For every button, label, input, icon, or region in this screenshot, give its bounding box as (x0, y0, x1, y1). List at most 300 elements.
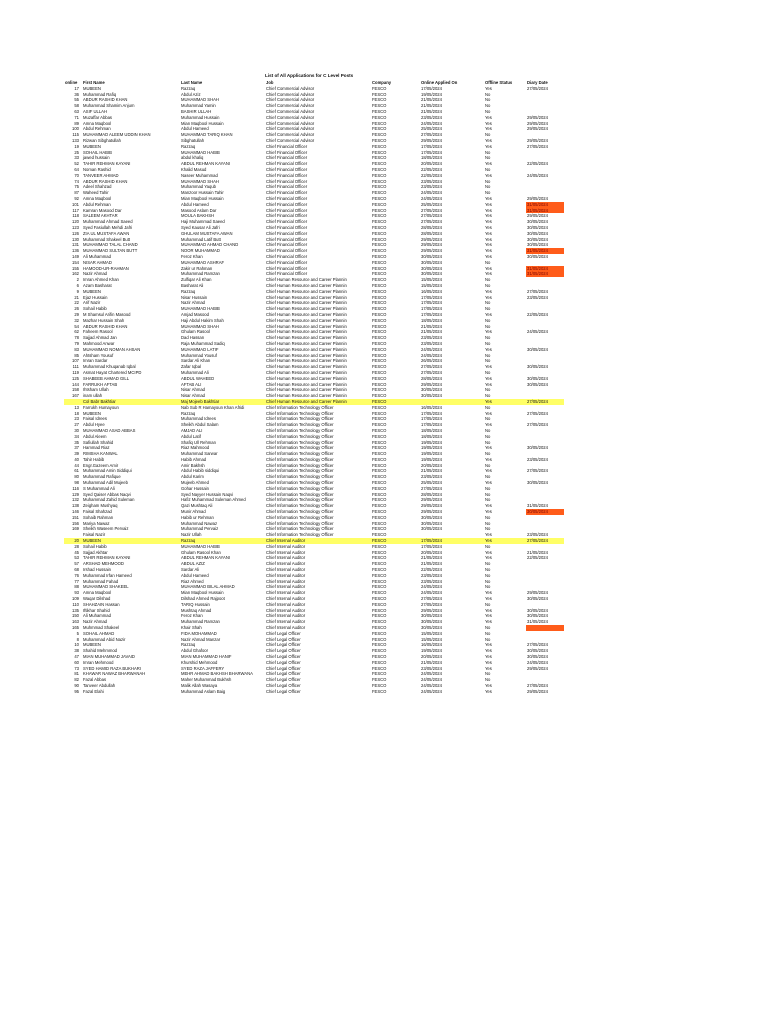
cell-applied-on: 30/05/2024 (421, 254, 442, 259)
cell-offline-status: Yes (485, 329, 492, 335)
cell-first-name: Faheem Rasool (83, 329, 113, 335)
cell-applied-on: 21/05/2024 (421, 329, 442, 335)
cell-applied-on: 25/05/2024 (421, 126, 442, 132)
cell-job: Chief Internal Auditor (265, 538, 371, 544)
cell-offline-status: Yes (485, 120, 492, 126)
header-offline-status: Offline Status (485, 79, 513, 85)
cell-online: 21 (74, 294, 79, 300)
cell-last-name: Abdul Latif (181, 433, 201, 439)
cell-last-name: Haji Abdul Hakim Shah (181, 317, 224, 323)
cell-job: Chief Financial Officer (266, 178, 308, 184)
cell-offline-status: No (485, 514, 491, 520)
cell-first-name: Muhammad Rafique (83, 474, 121, 480)
cell-online: 74 (74, 178, 79, 184)
cell-online: 110 (72, 601, 79, 607)
cell-company: FESCO (371, 399, 420, 405)
cell-first-name: Noman Rashid (83, 167, 111, 173)
cell-company: FESCO (372, 584, 387, 590)
cell-last-name: GHULAM MUSTAFA AWAN (181, 230, 233, 236)
cell-last-name: MUHAMMAD HABIB (181, 149, 220, 155)
cell-company: FESCO (372, 259, 387, 265)
cell-online: 70 (74, 172, 79, 178)
cell-applied-on: 28/05/2024 (421, 225, 442, 231)
cell-online: 19 (74, 143, 79, 149)
cell-company: FESCO (372, 323, 387, 329)
cell-offline-status: No (485, 259, 491, 265)
cell-offline-status: Yes (485, 288, 492, 294)
cell-company: FESCO (372, 242, 387, 248)
cell-online: 8 (76, 636, 79, 642)
cell-diary-date: 24/05/2024 (527, 659, 548, 665)
cell-last-name: Razzaq (181, 642, 196, 648)
cell-job: Chief Internal Auditor (266, 596, 306, 602)
cell-job: Chief Human Resource and Career Plannin (266, 364, 347, 370)
cell-online: 54 (74, 323, 79, 329)
cell-company: FESCO (372, 184, 387, 190)
cell-offline-status: No (485, 491, 491, 497)
cell-online: 162 (72, 271, 79, 277)
cell-diary-date: 30/05/2024 (527, 445, 548, 451)
cell-diary-date: 27/05/2024 (527, 143, 548, 149)
cell-online: 44 (74, 462, 79, 468)
cell-first-name: Ejaz Hussain (83, 294, 108, 300)
cell-online: 133 (72, 138, 79, 144)
cell-company: FESCO (372, 120, 387, 126)
cell-job: Chief Information Technology Officer (266, 503, 334, 509)
cell-company: FESCO (372, 155, 387, 161)
cell-first-name: Fazal Abbas (83, 677, 107, 683)
cell-offline-status: No (485, 323, 491, 329)
cell-applied-on: 18/05/2024 (421, 427, 442, 433)
cell-job: Chief Internal Auditor (266, 590, 306, 596)
cell-job: Chief Information Technology Officer (266, 491, 334, 497)
cell-company: FESCO (372, 555, 387, 561)
cell-applied-on: 15/05/2024 (421, 630, 442, 636)
cell-first-name: SALEEM AKHTAR (83, 213, 118, 219)
cell-diary-date: 29/05/2024 (527, 138, 548, 144)
cell-applied-on: 21/05/2024 (421, 659, 442, 665)
cell-first-name: Muhammad Amin Siddiqui (83, 468, 132, 474)
cell-online: 58 (74, 103, 79, 109)
cell-last-name: Mujeeb Ahmed (181, 480, 209, 486)
cell-diary-date: 29/05/2024 (527, 196, 548, 202)
cell-company: FESCO (372, 172, 387, 178)
cell-applied-on: 30/05/2024 (421, 520, 442, 526)
cell-company: FESCO (372, 196, 387, 202)
cell-applied-on: 17/05/2024 (421, 149, 442, 155)
cell-job: Chief Internal Auditor (266, 619, 306, 625)
cell-online: 120 (72, 219, 79, 225)
cell-offline-status: Yes (485, 248, 492, 254)
cell-last-name: Sheikh Abdul Salam (181, 422, 219, 428)
cell-company: FESCO (372, 607, 387, 613)
cell-applied-on: 24/05/2024 (421, 196, 442, 202)
cell-first-name: Safiullah Shahid (83, 439, 114, 445)
cell-diary-date: 30/05/2024 (527, 219, 548, 225)
cell-applied-on: 19/05/2024 (421, 445, 442, 451)
cell-job: Chief Commercial Advisor (266, 91, 315, 97)
cell-online: 68 (74, 567, 79, 573)
cell-last-name: Muhammad Aslam Baig (181, 688, 226, 694)
cell-first-name: ARSHAD MEHMOOD (83, 561, 124, 567)
cell-last-name: Dilshad Ahmed Rajpoot (181, 596, 225, 602)
cell-last-name: Khalid Masud (181, 167, 207, 173)
cell-online: 57 (74, 561, 79, 567)
cell-first-name: Abdul Hyee (83, 422, 105, 428)
cell-first-name: Fazal Elahi (83, 688, 104, 694)
cell-company: FESCO (372, 474, 387, 480)
cell-company: FESCO (372, 375, 387, 381)
cell-company: FESCO (372, 207, 387, 213)
cell-diary-date: 22/05/2024 (527, 311, 548, 317)
cell-job: Chief Information Technology Officer (266, 410, 334, 416)
cell-first-name: MUHAMMAD TALAL CHAND (83, 242, 138, 248)
cell-company: FESCO (372, 225, 387, 231)
cell-job: Chief Information Technology Officer (266, 456, 334, 462)
cell-first-name: ASIF ULLAH (83, 109, 107, 115)
cell-applied-on: 17/05/2024 (421, 294, 442, 300)
cell-diary-date: 30/05/2024 (527, 596, 548, 602)
cell-diary-date: 30/05/2024 (527, 607, 548, 613)
cell-applied-on: 24/05/2024 (421, 346, 442, 352)
cell-applied-on: 17/05/2024 (421, 422, 442, 428)
cell-last-name: Amjad Masood (181, 311, 209, 317)
cell-online: 88 (74, 584, 79, 590)
cell-last-name: MOULA BAKHSH (181, 213, 215, 219)
cell-last-name: AMJAD ALI (181, 427, 203, 433)
cell-company: FESCO (372, 642, 387, 648)
cell-last-name: Abdul Hameed (181, 572, 209, 578)
cell-online: 75 (74, 184, 79, 190)
cell-offline-status: Yes (485, 225, 492, 231)
cell-first-name: SHAHZAIN Hassan (83, 601, 120, 607)
cell-first-name: Muhammad Khuqanab Iqbal (83, 364, 136, 370)
table-row (64, 347, 564, 353)
cell-applied-on: 23/05/2024 (421, 474, 442, 480)
cell-online: 95 (74, 688, 79, 694)
cell-last-name: FIDA MOHAMMAD (181, 630, 217, 636)
cell-offline-status: Yes (485, 456, 492, 462)
cell-first-name: SHABEEB AHMAD GILL (83, 375, 130, 381)
cell-company: FESCO (372, 410, 387, 416)
cell-diary-date: 30/05/2024 (527, 225, 548, 231)
cell-company: FESCO (372, 178, 387, 184)
cell-offline-status: Yes (485, 665, 492, 671)
cell-online: 150 (72, 613, 79, 619)
cell-diary-date: 30/05/2024 (527, 230, 548, 236)
cell-company: FESCO (372, 311, 387, 317)
cell-job: Chief Human Resource and Career Plannin (266, 294, 347, 300)
cell-company: FESCO (372, 427, 387, 433)
cell-offline-status: Yes (485, 381, 492, 387)
cell-last-name: Shafiq Ull Rehman (181, 439, 216, 445)
cell-company: FESCO (372, 572, 387, 578)
cell-first-name: Muhmmad Shakeel (83, 625, 120, 630)
cell-last-name: BASHIR ULLAH (181, 109, 212, 115)
cell-job: Chief Internal Auditor (266, 625, 306, 630)
cell-first-name: Sohaib Rahman (83, 514, 114, 520)
cell-last-name: Dad Hassan (181, 335, 205, 341)
cell-last-name: Muhammad Yaqub (181, 184, 216, 190)
cell-last-name: MUHAMMAD SHAH (181, 178, 219, 184)
cell-diary-date: 30/05/2024 (527, 242, 548, 248)
cell-offline-status: Yes (485, 642, 492, 648)
cell-company: FESCO (372, 387, 387, 393)
cell-online: 20 (64, 538, 82, 544)
cell-online: 79 (74, 340, 79, 346)
cell-company: FESCO (372, 619, 387, 625)
cell-first-name: Zeigham Mushyaq (83, 503, 118, 509)
cell-online: 83 (74, 346, 79, 352)
cell-applied-on: 23/05/2024 (421, 572, 442, 578)
cell-diary-date: 29/05/2024 (527, 665, 548, 671)
cell-offline-status: No (485, 132, 491, 138)
cell-company: FESCO (372, 543, 387, 549)
cell-offline-status: No (485, 155, 491, 161)
cell-applied-on: 21/05/2024 (421, 555, 442, 561)
cell-applied-on: 27/05/2024 (421, 219, 442, 225)
cell-diary-date: 29/05/2024 (527, 590, 548, 596)
cell-last-name: MUHAMMAD HABIB (181, 543, 220, 549)
cell-offline-status: Yes (485, 207, 492, 213)
cell-job: Chief Information Technology Officer (266, 404, 334, 410)
cell-company: FESCO (372, 456, 387, 462)
cell-company: FESCO (372, 190, 387, 196)
cell-applied-on: 22/05/2024 (421, 567, 442, 573)
cell-applied-on: 16/05/2024 (421, 288, 442, 294)
cell-applied-on: 25/05/2024 (421, 480, 442, 486)
cell-job: Chief Legal Officer (266, 630, 301, 636)
cell-applied-on: 15/05/2024 (421, 282, 442, 288)
cell-first-name: Ali Muhammad (83, 613, 111, 619)
cell-offline-status: Yes (485, 468, 492, 474)
cell-company: FESCO (372, 671, 387, 677)
cell-applied-on: 28/05/2024 (421, 491, 442, 497)
cell-diary-date: 27/05/2024 (527, 288, 548, 294)
cell-online: 116 (72, 485, 79, 491)
cell-diary-date: 31/05/2024 (526, 248, 564, 254)
cell-offline-status: Yes (485, 242, 492, 248)
cell-applied-on: 23/05/2024 (421, 578, 442, 584)
cell-first-name: Ahtsham Yousuf (83, 352, 114, 358)
cell-company: FESCO (372, 636, 387, 642)
cell-job: Chief Commercial Advisor (266, 103, 315, 109)
cell-applied-on: 24/05/2024 (421, 682, 442, 688)
cell-applied-on: 26/05/2024 (421, 358, 442, 364)
cell-company: FESCO (372, 491, 387, 497)
cell-diary-date: 30/05/2024 (527, 236, 548, 242)
cell-job: Chief Financial Officer (266, 190, 308, 196)
cell-online: 39 (74, 451, 79, 457)
header-online: online (65, 79, 78, 85)
cell-applied-on: 17/05/2024 (421, 300, 442, 306)
cell-offline-status: Yes (485, 138, 492, 144)
cell-job: Chief Financial Officer (266, 207, 308, 213)
cell-applied-on: 27/05/2024 (421, 207, 442, 213)
cell-job: Chief Financial Officer (266, 196, 308, 202)
cell-first-name: S Muhammad Ali (83, 485, 115, 491)
cell-job: Chief Human Resource and Career Plannin (266, 387, 347, 393)
cell-job: Chief Legal Officer (266, 642, 301, 648)
header-diary-date: Diary Date (527, 79, 548, 85)
cell-first-name: Sohail Habib (83, 543, 107, 549)
cell-applied-on: 20/05/2024 (421, 462, 442, 468)
cell-online: 52 (74, 161, 79, 167)
cell-company: FESCO (372, 369, 387, 375)
cell-offline-status: No (485, 439, 491, 445)
cell-applied-on: 27/05/2024 (421, 132, 442, 138)
cell-applied-on: 29/05/2024 (421, 236, 442, 242)
cell-diary-date: 30/05/2024 (527, 613, 548, 619)
cell-last-name: ABDUL AZIZ (181, 561, 205, 567)
cell-company: FESCO (372, 114, 387, 120)
cell-job: Chief Commercial Advisor (266, 120, 315, 126)
cell-first-name: MUBEEN (83, 642, 101, 648)
cell-online: 158 (72, 387, 79, 393)
cell-first-name: Faisal Shahzad (83, 509, 112, 515)
cell-last-name: NOOR MUHAMMAD (181, 248, 220, 254)
cell-first-name: ABDUR RASHID KHAN (83, 178, 128, 184)
cell-last-name: Maj Mojeeb Bakhtiar (180, 399, 265, 405)
cell-offline-status: Yes (485, 254, 492, 259)
cell-applied-on: 19/05/2024 (421, 439, 442, 445)
cell-applied-on: 23/05/2024 (421, 665, 442, 671)
cell-last-name: Muhammad Ramzan (181, 271, 220, 277)
cell-applied-on: 24/05/2024 (421, 688, 442, 694)
cell-online: 17 (74, 85, 79, 91)
cell-job: Chief Legal Officer (266, 636, 301, 642)
cell-online: 25 (74, 149, 79, 155)
cell-applied-on: 29/05/2024 (421, 503, 442, 509)
cell-online: 119 (72, 369, 79, 375)
cell-offline-status: No (485, 567, 491, 573)
cell-job: Chief Internal Auditor (266, 543, 306, 549)
cell-offline-status: No (485, 584, 491, 590)
cell-company: FESCO (372, 85, 387, 91)
cell-first-name: SOHAIL HABIB (83, 149, 112, 155)
cell-applied-on: 27/05/2024 (421, 601, 442, 607)
cell-diary-date: 31/05/2024 (526, 202, 564, 208)
cell-company: FESCO (372, 219, 387, 225)
cell-offline-status: Yes (485, 201, 492, 207)
cell-applied-on: 15/05/2024 (421, 277, 442, 283)
cell-diary-date: 27/05/2024 (527, 85, 548, 91)
cell-offline-status: No (485, 97, 491, 103)
cell-offline-status: No (485, 317, 491, 323)
cell-first-name: RIMSHA KANWAL (83, 451, 118, 457)
cell-online: 167 (72, 393, 79, 399)
cell-job: Chief Human Resource and Career Plannin (266, 311, 347, 317)
cell-offline-status: Yes (485, 613, 492, 619)
cell-company: FESCO (372, 462, 387, 468)
cell-last-name: Habib Ahmad (181, 456, 207, 462)
cell-last-name: Amir Bakhsh (181, 462, 205, 468)
cell-offline-status: Yes (485, 236, 492, 242)
cell-job: Chief Legal Officer (266, 682, 301, 688)
cell-company: FESCO (372, 201, 387, 207)
cell-job: Chief Commercial Advisor (266, 85, 315, 91)
cell-last-name: Muhammad Ali (181, 369, 209, 375)
cell-online: 90 (74, 682, 79, 688)
cell-online: 118 (72, 213, 79, 219)
cell-first-name: Mahmood Anwar (83, 340, 115, 346)
cell-job: Chief Information Technology Officer (266, 427, 334, 433)
cell-first-name: Muhammad Shakeel Butt (83, 236, 131, 242)
cell-company: FESCO (372, 630, 387, 636)
cell-last-name: Gohar Hussain (181, 485, 209, 491)
cell-job: Chief Financial Officer (266, 143, 308, 149)
cell-first-name: MUBEEN (83, 288, 101, 294)
cell-first-name: MUHAMMAD SHAKEEL (83, 584, 129, 590)
cell-last-name: MIAN MUHAMMAD HANIF (181, 653, 232, 659)
cell-last-name: Sardar Ali Khan (181, 358, 211, 364)
cell-last-name: Syed Nayyer Hussain Naqvi (181, 491, 234, 497)
cell-diary-date: 29/05/2024 (527, 114, 548, 120)
cell-last-name: ABDUL WAHEED (181, 375, 215, 381)
cell-first-name: Sajjad Akhtar (83, 549, 108, 555)
cell-offline-status: No (485, 416, 491, 422)
cell-offline-status: No (485, 636, 491, 642)
cell-applied-on: 30/05/2024 (421, 271, 442, 277)
cell-offline-status: Yes (485, 126, 492, 132)
cell-first-name: jawed hussain (83, 155, 110, 161)
cell-last-name: Razzaq (181, 288, 196, 294)
cell-company: FESCO (372, 340, 387, 346)
cell-applied-on: 16/05/2024 (421, 642, 442, 648)
cell-first-name: Faisal Idrees (83, 416, 107, 422)
cell-applied-on: 28/05/2024 (421, 375, 442, 381)
cell-online: 28 (74, 543, 79, 549)
cell-first-name: Abdul Rehman (83, 201, 111, 207)
cell-first-name: Engr.Gazeem Amir (83, 462, 119, 468)
cell-job: Chief Internal Auditor (266, 613, 306, 619)
cell-company: FESCO (372, 248, 387, 254)
cell-applied-on: 30/05/2024 (421, 265, 442, 271)
cell-offline-status: No (485, 282, 491, 288)
cell-company: FESCO (372, 613, 387, 619)
cell-diary-date: 30/05/2024 (527, 254, 548, 259)
cell-company: FESCO (372, 329, 387, 335)
cell-job: Chief Information Technology Officer (266, 497, 334, 503)
cell-online: 34 (74, 433, 79, 439)
cell-online: 89 (74, 120, 79, 126)
cell-online: 85 (74, 352, 79, 358)
cell-first-name: Hammad Riaz (83, 445, 110, 451)
cell-offline-status: Yes (485, 503, 492, 509)
cell-online: 156 (72, 520, 79, 526)
cell-online: 146 (72, 509, 79, 515)
cell-last-name: Khair Shah (181, 625, 202, 630)
cell-offline-status: Yes (485, 219, 492, 225)
cell-offline-status: Yes (485, 143, 492, 149)
cell-last-name: Muhammad Yamin (181, 103, 216, 109)
cell-last-name: Khurshid Mehmood (181, 659, 218, 665)
cell-last-name: ABDUL REHMAN KAYANI (181, 555, 231, 561)
cell-last-name: Abdul Hameed (181, 126, 209, 132)
cell-applied-on: 30/05/2024 (421, 514, 442, 520)
cell-last-name: Zakir ur Rahman (181, 265, 213, 271)
cell-last-name: Razzaq (181, 410, 196, 416)
cell-last-name: MUHAMMAD HABIB (181, 306, 220, 312)
cell-offline-status: Yes (485, 213, 492, 219)
cell-diary-date: 27/05/2024 (526, 538, 564, 544)
cell-last-name: Abdul Ghafoor (181, 648, 209, 654)
cell-offline-status: Yes (485, 375, 492, 381)
cell-first-name: Arif Nazir (83, 300, 101, 306)
cell-diary-date: 23/05/2024 (527, 456, 548, 462)
cell-first-name: Waheed Tahir (83, 190, 109, 196)
cell-company: FESCO (372, 520, 387, 526)
